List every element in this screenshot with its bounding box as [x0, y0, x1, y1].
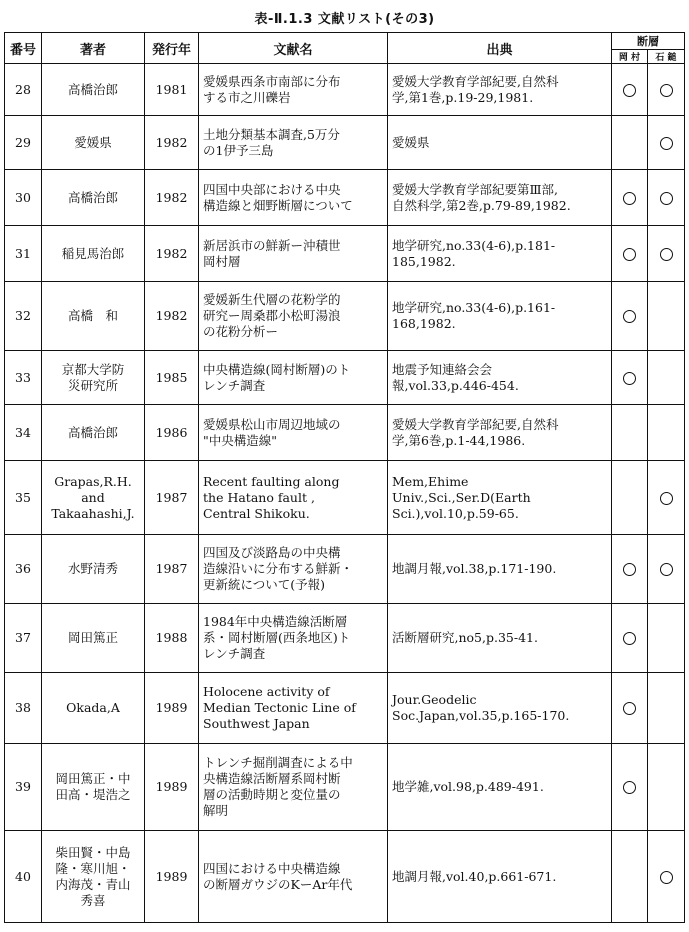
row-mark-ishizuchi: [648, 170, 685, 226]
table-row: [5, 170, 685, 226]
table-title: 表-Ⅱ.1.3 文献リスト(その3): [254, 12, 435, 27]
row-number: 33: [5, 351, 42, 405]
row-mark-okamura: [612, 116, 648, 170]
row-mark-okamura: [612, 744, 648, 831]
row-number: 30: [5, 170, 42, 226]
row-source: 愛媛大学教育学部紀要,自然科 学,第6巻,p.1-44,1986.: [388, 405, 612, 461]
row-year: 1987: [145, 535, 199, 604]
circle-mark-icon: [623, 192, 636, 205]
row-mark-okamura: [612, 64, 648, 116]
table-row: [5, 744, 685, 831]
row-mark-okamura: [612, 461, 648, 535]
circle-mark-icon: [623, 310, 636, 323]
header-okamura: 岡 村: [612, 50, 648, 64]
row-number: 32: [5, 282, 42, 351]
row-author: 高橋 和: [42, 282, 145, 351]
row-source: 活断層研究,no5,p.35-41.: [388, 604, 612, 673]
row-mark-ishizuchi: [648, 226, 685, 282]
header-source: 出典: [388, 33, 612, 64]
row-source: 地学雑,vol.98,p.489-491.: [388, 744, 612, 831]
row-title: 土地分類基本調査,5万分 の1伊予三島: [199, 116, 388, 170]
row-author: 愛媛県: [42, 116, 145, 170]
row-number: 39: [5, 744, 42, 831]
row-number: 28: [5, 64, 42, 116]
row-mark-ishizuchi: [648, 673, 685, 744]
row-title: 新居浜市の鮮新ー沖積世 岡村層: [199, 226, 388, 282]
row-source: 地震予知連絡会会 報,vol.33,p.446-454.: [388, 351, 612, 405]
row-number: 34: [5, 405, 42, 461]
row-author: 水野清秀: [42, 535, 145, 604]
row-mark-okamura: [612, 226, 648, 282]
row-title: 愛媛県西条市南部に分布 する市之川礫岩: [199, 64, 388, 116]
row-mark-okamura: [612, 405, 648, 461]
row-year: 1988: [145, 604, 199, 673]
row-year: 1989: [145, 744, 199, 831]
table-row: [5, 116, 685, 170]
row-title: 四国中央部における中央 構造線と畑野断層について: [199, 170, 388, 226]
reference-table: [4, 32, 685, 923]
row-year: 1985: [145, 351, 199, 405]
row-mark-okamura: [612, 351, 648, 405]
row-mark-okamura: [612, 535, 648, 604]
circle-mark-icon: [623, 632, 636, 645]
row-number: 37: [5, 604, 42, 673]
row-author: 柴田賢・中島 隆・寒川旭・ 内海茂・青山 秀喜: [42, 831, 145, 923]
row-title: Recent faulting along the Hatano fault , Central Shikoku.: [199, 461, 388, 535]
table-row: [5, 405, 685, 461]
row-title: トレンチ掘削調査による中 央構造線活断層系岡村断 層の活動時期と変位量の 解明: [199, 744, 388, 831]
row-year: 1987: [145, 461, 199, 535]
row-number: 40: [5, 831, 42, 923]
row-source: Jour.Geodelic Soc.Japan,vol.35,p.165-170.: [388, 673, 612, 744]
row-year: 1986: [145, 405, 199, 461]
row-mark-okamura: [612, 282, 648, 351]
row-title: 四国及び淡路島の中央構 造線沿いに分布する鮮新・ 更新統について(予報): [199, 535, 388, 604]
row-number: 38: [5, 673, 42, 744]
row-source: Mem,Ehime Univ.,Sci.,Ser.D(Earth Sci.),vol.10,p.59-65.: [388, 461, 612, 535]
header-author: 著者: [42, 33, 145, 64]
row-author: 高橋治郎: [42, 170, 145, 226]
circle-mark-icon: [623, 372, 636, 385]
row-year: 1982: [145, 116, 199, 170]
row-author: 岡田篤正: [42, 604, 145, 673]
circle-mark-icon: [623, 563, 636, 576]
row-source: 地学研究,no.33(4-6),p.161- 168,1982.: [388, 282, 612, 351]
row-year: 1982: [145, 226, 199, 282]
row-title: 愛媛新生代層の花粉学的 研究ー周桑郡小松町湯浪 の花粉分析ー: [199, 282, 388, 351]
table-row: [5, 282, 685, 351]
table-row: [5, 604, 685, 673]
table-row: [5, 226, 685, 282]
row-title: 四国における中央構造線 の断層ガウジのKーAr年代: [199, 831, 388, 923]
header-fault: 断層: [612, 33, 685, 50]
row-mark-ishizuchi: [648, 405, 685, 461]
row-mark-ishizuchi: [648, 604, 685, 673]
row-mark-okamura: [612, 831, 648, 923]
table-row: [5, 535, 685, 604]
header-ishizuchi: 石 鎚: [648, 50, 685, 64]
circle-mark-icon: [623, 781, 636, 794]
table-row: [5, 461, 685, 535]
row-title: 1984年中央構造線活断層 系・岡村断層(西条地区)ト レンチ調査: [199, 604, 388, 673]
row-year: 1989: [145, 831, 199, 923]
row-mark-ishizuchi: [648, 461, 685, 535]
row-author: 稲見馬治郎: [42, 226, 145, 282]
row-title: 愛媛県松山市周辺地域の "中央構造線": [199, 405, 388, 461]
row-mark-ishizuchi: [648, 351, 685, 405]
table-row: [5, 831, 685, 923]
table-row: [5, 351, 685, 405]
circle-mark-icon: [623, 248, 636, 261]
row-number: 31: [5, 226, 42, 282]
circle-mark-icon: [660, 192, 673, 205]
row-mark-okamura: [612, 170, 648, 226]
row-mark-okamura: [612, 673, 648, 744]
row-source: 地調月報,vol.38,p.171-190.: [388, 535, 612, 604]
row-title: 中央構造線(岡村断層)のト レンチ調査: [199, 351, 388, 405]
row-mark-ishizuchi: [648, 282, 685, 351]
circle-mark-icon: [623, 84, 636, 97]
row-mark-ishizuchi: [648, 744, 685, 831]
row-mark-okamura: [612, 604, 648, 673]
row-author: 岡田篤正・中 田高・堤浩之: [42, 744, 145, 831]
row-source: 愛媛大学教育学部紀要,自然科 学,第1巻,p.19-29,1981.: [388, 64, 612, 116]
row-author: 京都大学防 災研究所: [42, 351, 145, 405]
header-year: 発行年: [145, 33, 199, 64]
row-mark-ishizuchi: [648, 116, 685, 170]
row-author: 高橋治郎: [42, 64, 145, 116]
table-row: [5, 64, 685, 116]
row-source: 地学研究,no.33(4-6),p.181- 185,1982.: [388, 226, 612, 282]
row-number: 36: [5, 535, 42, 604]
row-mark-ishizuchi: [648, 831, 685, 923]
row-year: 1982: [145, 170, 199, 226]
row-number: 35: [5, 461, 42, 535]
row-source: 地調月報,vol.40,p.661-671.: [388, 831, 612, 923]
table-row: [5, 673, 685, 744]
row-year: 1982: [145, 282, 199, 351]
header-title: 文献名: [199, 33, 388, 64]
row-author: Grapas,R.H. and Takaahashi,J.: [42, 461, 145, 535]
circle-mark-icon: [660, 492, 673, 505]
circle-mark-icon: [660, 248, 673, 261]
row-source: 愛媛県: [388, 116, 612, 170]
row-author: 高橋治郎: [42, 405, 145, 461]
row-mark-ishizuchi: [648, 535, 685, 604]
circle-mark-icon: [623, 702, 636, 715]
circle-mark-icon: [660, 871, 673, 884]
row-source: 愛媛大学教育学部紀要第Ⅲ部, 自然科学,第2巻,p.79-89,1982.: [388, 170, 612, 226]
row-year: 1989: [145, 673, 199, 744]
row-number: 29: [5, 116, 42, 170]
header-no: 番号: [5, 33, 42, 64]
circle-mark-icon: [660, 84, 673, 97]
circle-mark-icon: [660, 137, 673, 150]
circle-mark-icon: [660, 563, 673, 576]
row-title: Holocene activity of Median Tectonic Line of Southwest Japan: [199, 673, 388, 744]
row-mark-ishizuchi: [648, 64, 685, 116]
row-author: Okada,A: [42, 673, 145, 744]
row-year: 1981: [145, 64, 199, 116]
